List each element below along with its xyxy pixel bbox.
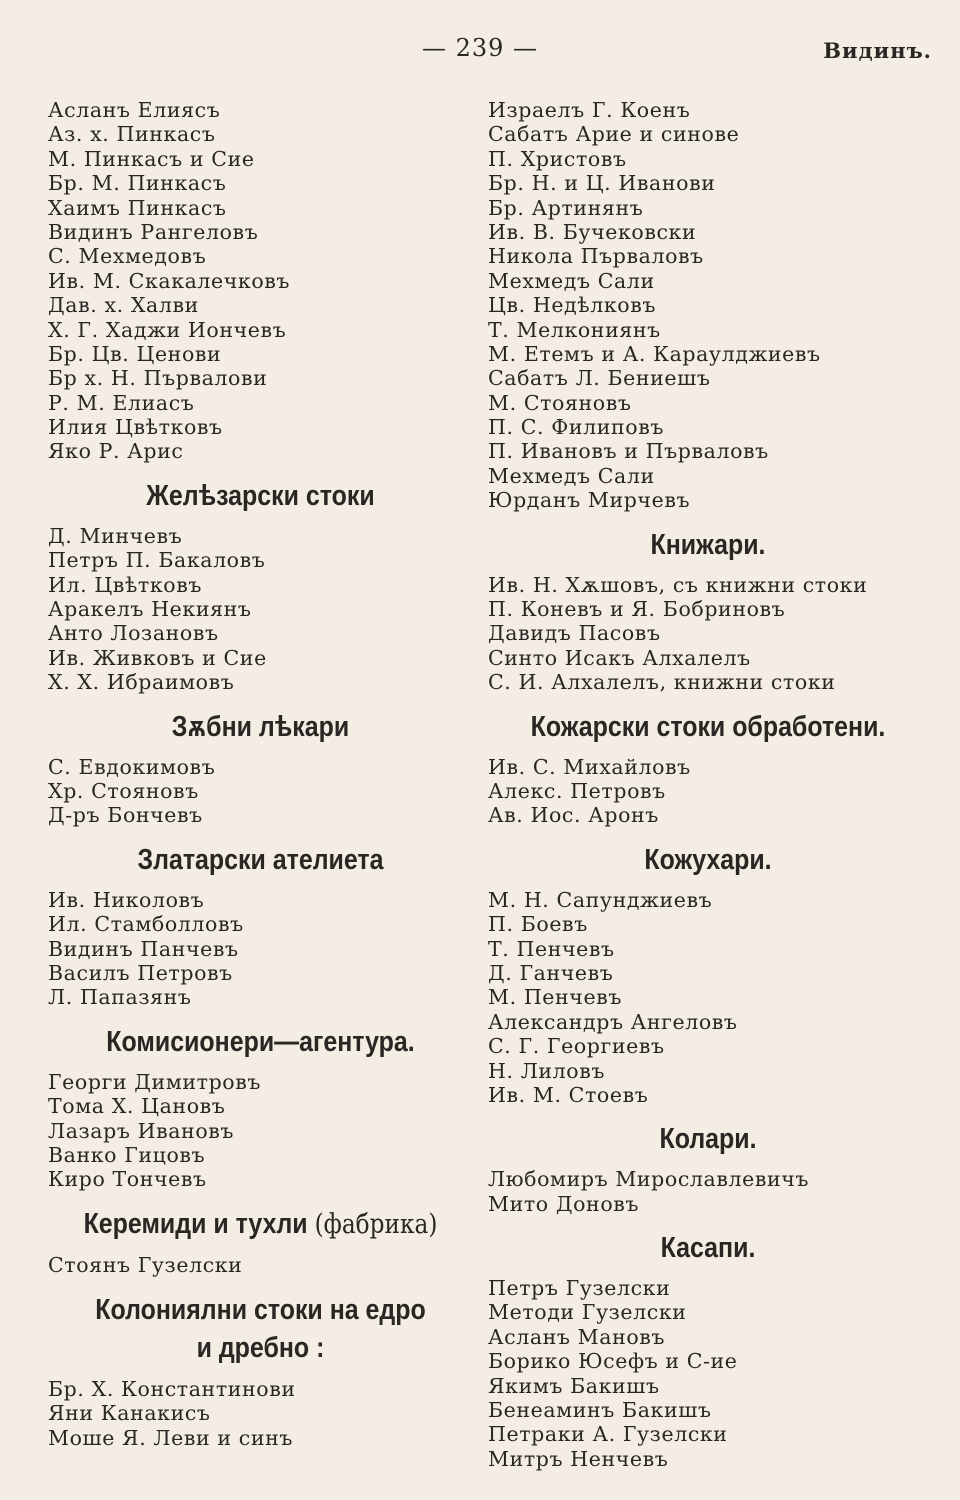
list-item: Петраки А. Гузелски [488, 1422, 728, 1447]
list-item: Д. Минчевъ [48, 523, 183, 548]
list-item: Бенеаминъ Бакишъ [488, 1398, 712, 1423]
list-item: Хаимъ Пинкасъ [48, 195, 227, 220]
list-item: Израелъ Г. Коенъ [488, 98, 691, 122]
section-title: Керемиди и тухли [83, 1207, 308, 1240]
list-item: Аз. х. Пинкасъ [48, 122, 216, 147]
section-title: Желѣзарски стоки [146, 479, 375, 512]
list-item: Хр. Стояновъ [48, 778, 199, 803]
section-heading [78, 1024, 444, 1060]
list-item: Алекс. Петровъ [488, 778, 666, 803]
list-item: Видинъ Рангеловъ [48, 219, 259, 244]
list-item: Александръ Ангеловъ [488, 1009, 738, 1034]
list-item: Мехмедъ Сали [488, 268, 655, 293]
list-item: Яко Р. Арис [48, 439, 184, 464]
list-item: Сабатъ Арие и синове [488, 122, 740, 147]
list-item: М. Пенчевъ [488, 985, 622, 1010]
list-item: Аракелъ Некиянъ [48, 597, 252, 622]
section-heading [78, 1291, 444, 1367]
list-item: Георги Димитровъ [48, 1069, 262, 1094]
list-item: Анто Лозановъ [48, 621, 219, 646]
list-item: Митръ Ненчевъ [488, 1446, 669, 1471]
list-item: Ив. В. Бучековски [488, 219, 697, 244]
list-item: Х. Г. Хаджи Иончевъ [48, 317, 287, 342]
list-item: Стоянъ Гузелски [48, 1252, 243, 1277]
section-heading [519, 1230, 897, 1266]
list-item: Л. Папазянъ [48, 985, 192, 1010]
list-item: Юрданъ Мирчевъ [488, 488, 691, 513]
list-item: Дав. х. Халви [48, 293, 199, 318]
list-item: Бр х. Н. Първалови [48, 366, 268, 391]
section-title: Колониялни стоки на едро [95, 1294, 426, 1327]
list-item: Моше Я. Леви и синъ [48, 1425, 294, 1450]
section-title-suffix: (фабрика) [314, 1208, 438, 1240]
section-heading [78, 478, 444, 514]
list-item: Ванко Гицовъ [48, 1142, 206, 1167]
list-item: Р. М. Елиасъ [48, 390, 195, 415]
list-item: Ив. Н. Хѫшовъ, съ книжни стоки [488, 572, 868, 597]
list-item: Н. Лиловъ [488, 1058, 606, 1083]
list-item: Асланъ Елиясъ [48, 98, 221, 122]
section-heading [519, 527, 897, 563]
list-item: Бр. Н. и Ц. Иванови [488, 171, 716, 196]
list-item: Василъ Петровъ [48, 960, 233, 985]
list-item: Ав. Иос. Аронъ [488, 803, 659, 828]
list-item: С. Евдокимовъ [48, 754, 216, 779]
section-title: Колари. [659, 1123, 757, 1156]
list-item: Ив. М. Скакалечковъ [48, 268, 291, 293]
list-item: С. И. Алхалелъ, книжни стоки [488, 670, 836, 695]
list-item: Якимъ Бакишъ [488, 1373, 660, 1398]
list-item: Тома Х. Цановъ [48, 1094, 226, 1119]
list-item: П. С. Филиповъ [488, 415, 664, 440]
list-item: Бр. М. Пинкасъ [48, 171, 227, 196]
list-item: Борико Юсефъ и С-ие [488, 1349, 738, 1374]
town-name: Видинъ. [823, 38, 932, 63]
section-heading [519, 842, 897, 878]
list-item: Х. Х. Ибраимовъ [48, 670, 235, 695]
list-item: М. Стояновъ [488, 390, 632, 415]
list-item: Методи Гузелски [488, 1300, 687, 1325]
list-item: Петръ П. Бакаловъ [48, 548, 266, 573]
list-item: Давидъ Пасовъ [488, 621, 661, 646]
list-item: П. Ивановъ и Първаловъ [488, 439, 769, 464]
list-item: Бр. Х. Константинови [48, 1377, 296, 1402]
list-item: Илия Цвѣтковъ [48, 415, 223, 440]
section-title: Комисионери—агентура. [106, 1025, 415, 1058]
list-item: Т. Пенчевъ [488, 936, 615, 961]
section-title: Златарски ателиета [137, 843, 384, 876]
list-item: Ил. Стамболловъ [48, 912, 244, 937]
list-item: Д-ръ Бончевъ [48, 803, 203, 828]
section-title: Касапи. [660, 1232, 756, 1265]
list-item: М. Пинкасъ и Сие [48, 146, 255, 171]
list-item: Асланъ Мановъ [488, 1324, 666, 1349]
section-title: Зѫбни лѣкари [171, 710, 350, 743]
list-item: П. Боевъ [488, 912, 588, 937]
section-heading [519, 709, 897, 745]
section-title: Кожарски стоки обработени. [530, 710, 886, 743]
left-column [48, 98, 473, 1450]
list-item: М. Н. Сапунджиевъ [488, 887, 713, 912]
list-item: Ив. Живковъ и Сие [48, 645, 267, 670]
list-item: Мито Доновъ [488, 1191, 640, 1216]
list-item: Петръ Гузелски [488, 1276, 671, 1301]
list-item: Бр. Артинянъ [488, 195, 644, 220]
section-heading [78, 842, 444, 878]
list-item: Яни Канакисъ [48, 1401, 211, 1426]
section-title: Книжари. [650, 528, 766, 561]
page-number: — 239 — [421, 34, 539, 62]
list-item: Лазаръ Ивановъ [48, 1118, 235, 1143]
list-item: Ил. Цвѣтковъ [48, 572, 202, 597]
list-item: Бр. Цв. Ценови [48, 341, 222, 366]
list-item: Ив. Николовъ [48, 887, 205, 912]
list-item: П. Христовъ [488, 146, 627, 171]
list-item: Сабатъ Л. Бениешъ [488, 366, 711, 391]
list-item: Цв. Недѣлковъ [488, 293, 657, 318]
section-heading [78, 709, 444, 745]
list-item: Т. Мелкониянъ [488, 317, 661, 342]
list-item: Мехмедъ Сали [488, 463, 655, 488]
right-column [488, 98, 928, 1471]
list-item: Видинъ Панчевъ [48, 936, 239, 961]
section-title: Кожухари. [644, 843, 772, 876]
section-title-line2: и дребно : [196, 1332, 325, 1365]
list-item: Киро Тончевъ [48, 1167, 207, 1192]
list-item: С. Мехмедовъ [48, 244, 207, 269]
list-item: С. Г. Георгиевъ [488, 1034, 665, 1059]
section-heading [78, 1206, 444, 1243]
list-item: Ив. М. Стоевъ [488, 1082, 649, 1107]
list-item: Синто Исакъ Алхалелъ [488, 645, 751, 670]
list-item: Ив. С. Михайловъ [488, 754, 691, 779]
section-heading [519, 1121, 897, 1157]
list-item: П. Коневъ и Я. Бобриновъ [488, 597, 786, 622]
list-item: Любомиръ Мирославлевичъ [488, 1167, 810, 1192]
list-item: М. Етемъ и А. Караулджиевъ [488, 341, 821, 366]
list-item: Никола Първаловъ [488, 244, 704, 269]
list-item: Д. Ганчевъ [488, 960, 614, 985]
